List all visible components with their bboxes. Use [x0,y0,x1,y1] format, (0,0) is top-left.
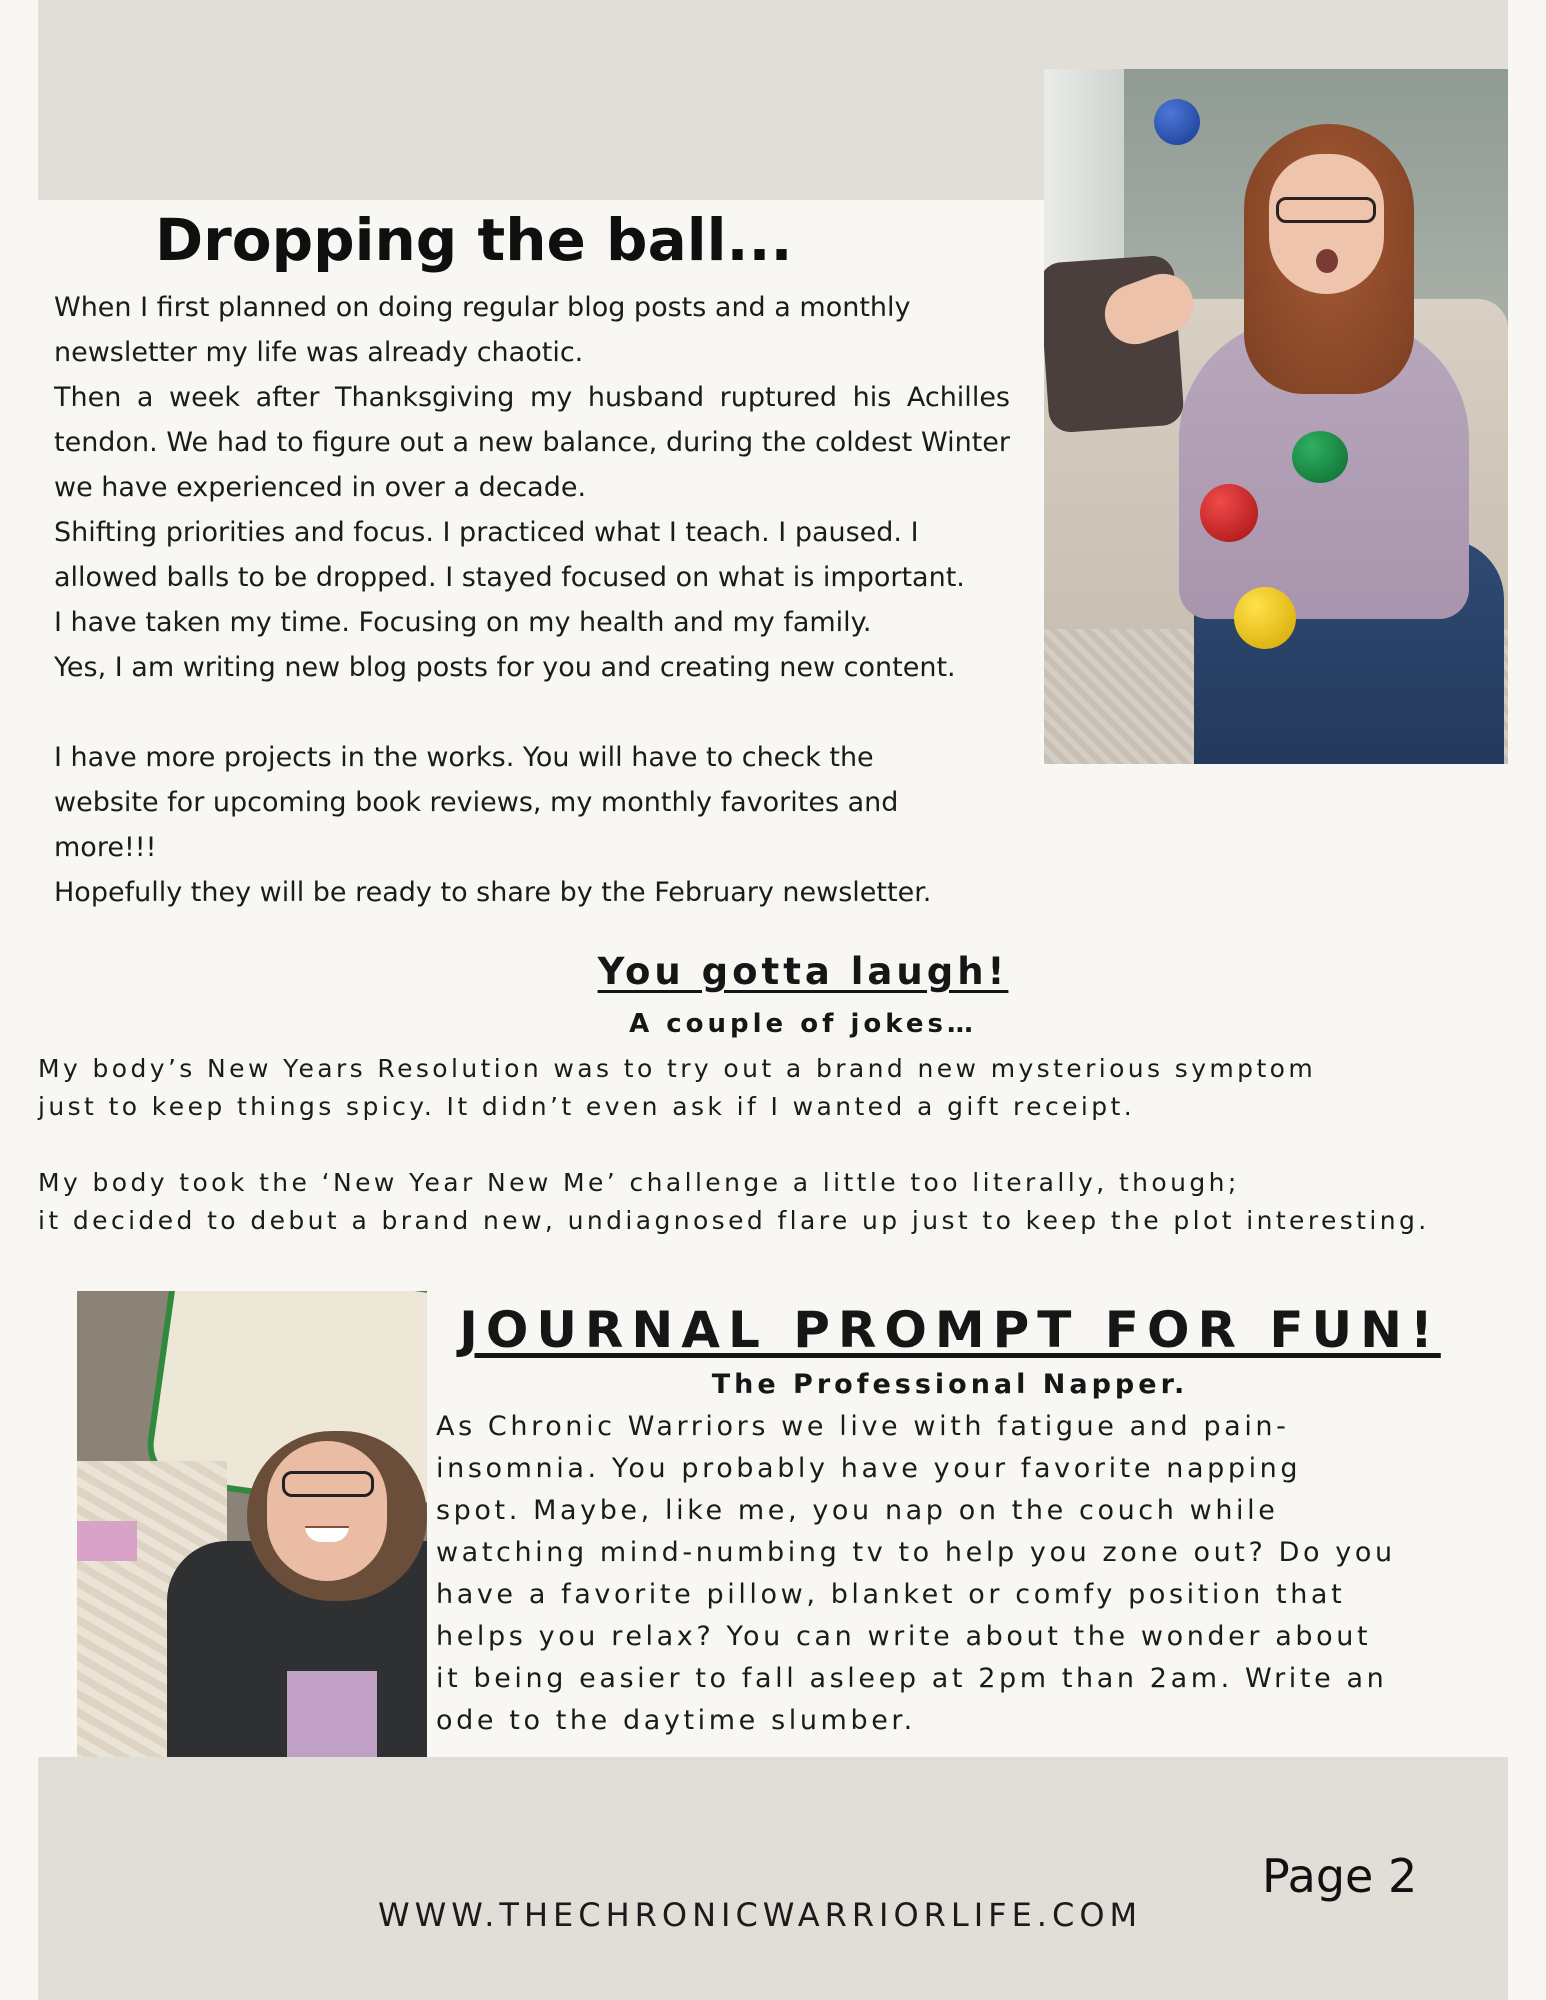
jokes-list [38,1050,1508,1240]
body-line: Hopefully they will be ready to share by the February newsletter. [54,877,932,908]
body-line: I have taken my time. Focusing on my health and my family. [54,607,872,638]
body-line: more!!! [54,832,157,863]
photo-glasses [282,1471,374,1497]
body-line: allowed balls to be dropped. I stayed focused on what is important. [54,562,965,593]
joke-gap [38,1126,1508,1164]
blue-ball [1154,99,1200,145]
yellow-ball [1234,587,1296,649]
journal-line: ode to the daytime slumber. [436,1705,916,1736]
red-ball [1200,484,1258,542]
journal-subtitle: The Professional Napper. [711,1369,1189,1400]
juggling-photo [1044,69,1508,764]
journal-line: insomnia. You probably have your favorite napping [436,1453,1302,1484]
photo-sleeve [287,1671,377,1757]
paragraph-gap [54,690,1010,735]
jokes-title: You gotta laugh! [597,950,1009,993]
website-link[interactable]: WWW.THECHRONICWARRIORLIFE.COM [378,1896,1143,1934]
section-title: Dropping the ball... [155,206,793,274]
joke-line: My body took the ‘New Year New Me’ challenge a little too literally, though; [38,1168,1240,1197]
joke-line: it decided to debut a brand new, undiagnosed flare up just to keep the plot interesting. [38,1206,1430,1235]
joke-line: My body’s New Years Resolution was to try out a brand new mysterious symptom [38,1054,1317,1083]
journal-line: helps you relax? You can write about the wonder about [436,1621,1372,1652]
photo-face [267,1441,387,1581]
body-line: Shifting priorities and focus. I practiced what I teach. I paused. I [54,517,919,548]
napping-photo [77,1291,427,1757]
section-body [54,285,1010,915]
photo-face [1269,154,1384,294]
journal-line: have a favorite pillow, blanket or comfy position that [436,1579,1346,1610]
green-ball [1292,431,1348,483]
body-line: Yes, I am writing new blog posts for you and creating new content. [54,652,956,683]
body-line: website for upcoming book reviews, my monthly favorites and [54,787,899,818]
journal-title: JOURNAL PROMPT FOR FUN! [459,1301,1441,1359]
page-number: Page 2 [1262,1849,1418,1903]
photo-glasses [1276,197,1376,223]
photo-sock [77,1521,137,1561]
journal-body [436,1406,1506,1742]
joke-line: just to keep things spicy. It didn’t even ask if I wanted a gift receipt. [38,1092,1136,1121]
body-line: newsletter my life was already chaotic. [54,337,584,368]
journal-line: spot. Maybe, like me, you nap on the couch while [436,1495,1279,1526]
body-line: When I first planned on doing regular blog posts and a monthly [54,292,911,323]
photo-mouth [1316,249,1338,273]
jokes-subtitle: A couple of jokes… [629,1009,977,1039]
body-line: I have more projects in the works. You will have to check the [54,742,874,773]
journal-line: it being easier to fall asleep at 2pm than 2am. Write an [436,1663,1388,1694]
journal-line: watching mind-numbing tv to help you zone out? Do you [436,1537,1396,1568]
journal-line: As Chronic Warriors we live with fatigue and pain- [436,1411,1290,1442]
body-paragraph: Then a week after Thanksgiving my husband ruptured his Achilles tendon. We had to figure out a new balance, during the coldest Winter we have experienced in over a decade. [54,382,1010,503]
